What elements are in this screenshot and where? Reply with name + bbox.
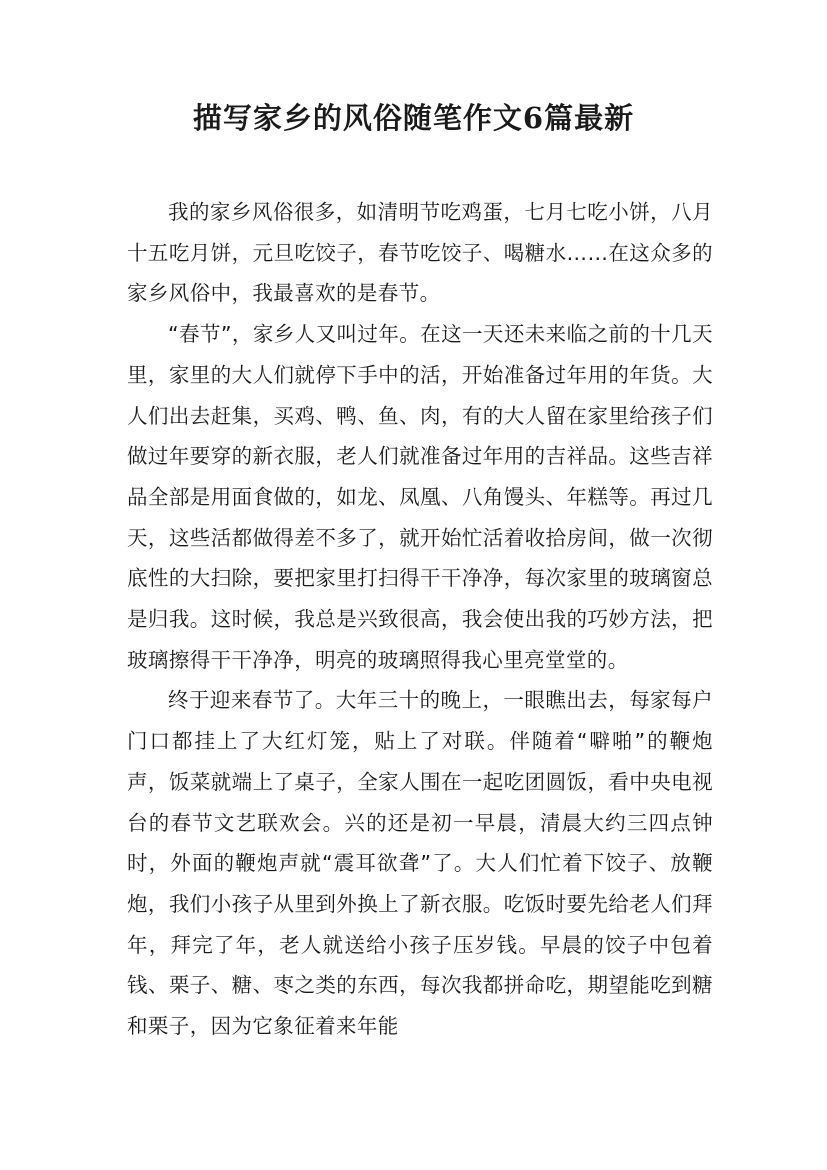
paragraph: “春节”，家乡人又叫过年。在这一天还未来临之前的十几天里，家里的大人们就停下手中的活，开始准备过年用的年货。大人们出去赶集，买鸡、鸭、鱼、肉，有的大人留在家里给孩子们做过年要穿的新衣服，老人们就准备过年用的吉祥品。这些吉祥品全部是用面食做的，如龙、凤凰、八角馒头、年糕等。再过几天，这些活都做得差不多了，就开始忙活着收拾房间，做一次彻底性的大扫除，要把家里打扫得干干净净，每次家里的玻璃窗总是归我。这时候，我总是兴致很高，我会使出我的巧妙方法，把玻璃擦得干干净净，明亮的玻璃照得我心里亮堂堂的。 — [127, 322, 713, 672]
paragraph: 我的家乡风俗很多，如清明节吃鸡蛋，七月七吃小饼，八月十五吃月饼，元旦吃饺子，春节吃饺子、喝糖水……在这众多的家乡风俗中，我最喜欢的是春节。 — [127, 200, 713, 306]
document-body — [127, 192, 713, 1047]
document-title: 描写家乡的风俗随笔作文6篇最新 — [192, 101, 635, 135]
paragraph: 终于迎来春节了。大年三十的晚上，一眼瞧出去，每家每户门口都挂上了大红灯笼，贴上了对联。伴随着“噼啪”的鞭炮声，饭菜就端上了桌子，全家人围在一起吃团圆饭，看中央电视台的春节文艺联欢会。兴的还是初一早晨，清晨大约三四点钟时，外面的鞭炮声就“震耳欲聋”了。大人们忙着下饺子、放鞭炮，我们小孩子从里到外换上了新衣服。吃饭时要先给老人们拜年，拜完了年，老人就送给小孩子压岁钱。早晨的饺子中包着钱、栗子、糖、枣之类的东西，每次我都拼命吃，期望能吃到糖和栗子，因为它象征着来年能 — [127, 688, 713, 1039]
